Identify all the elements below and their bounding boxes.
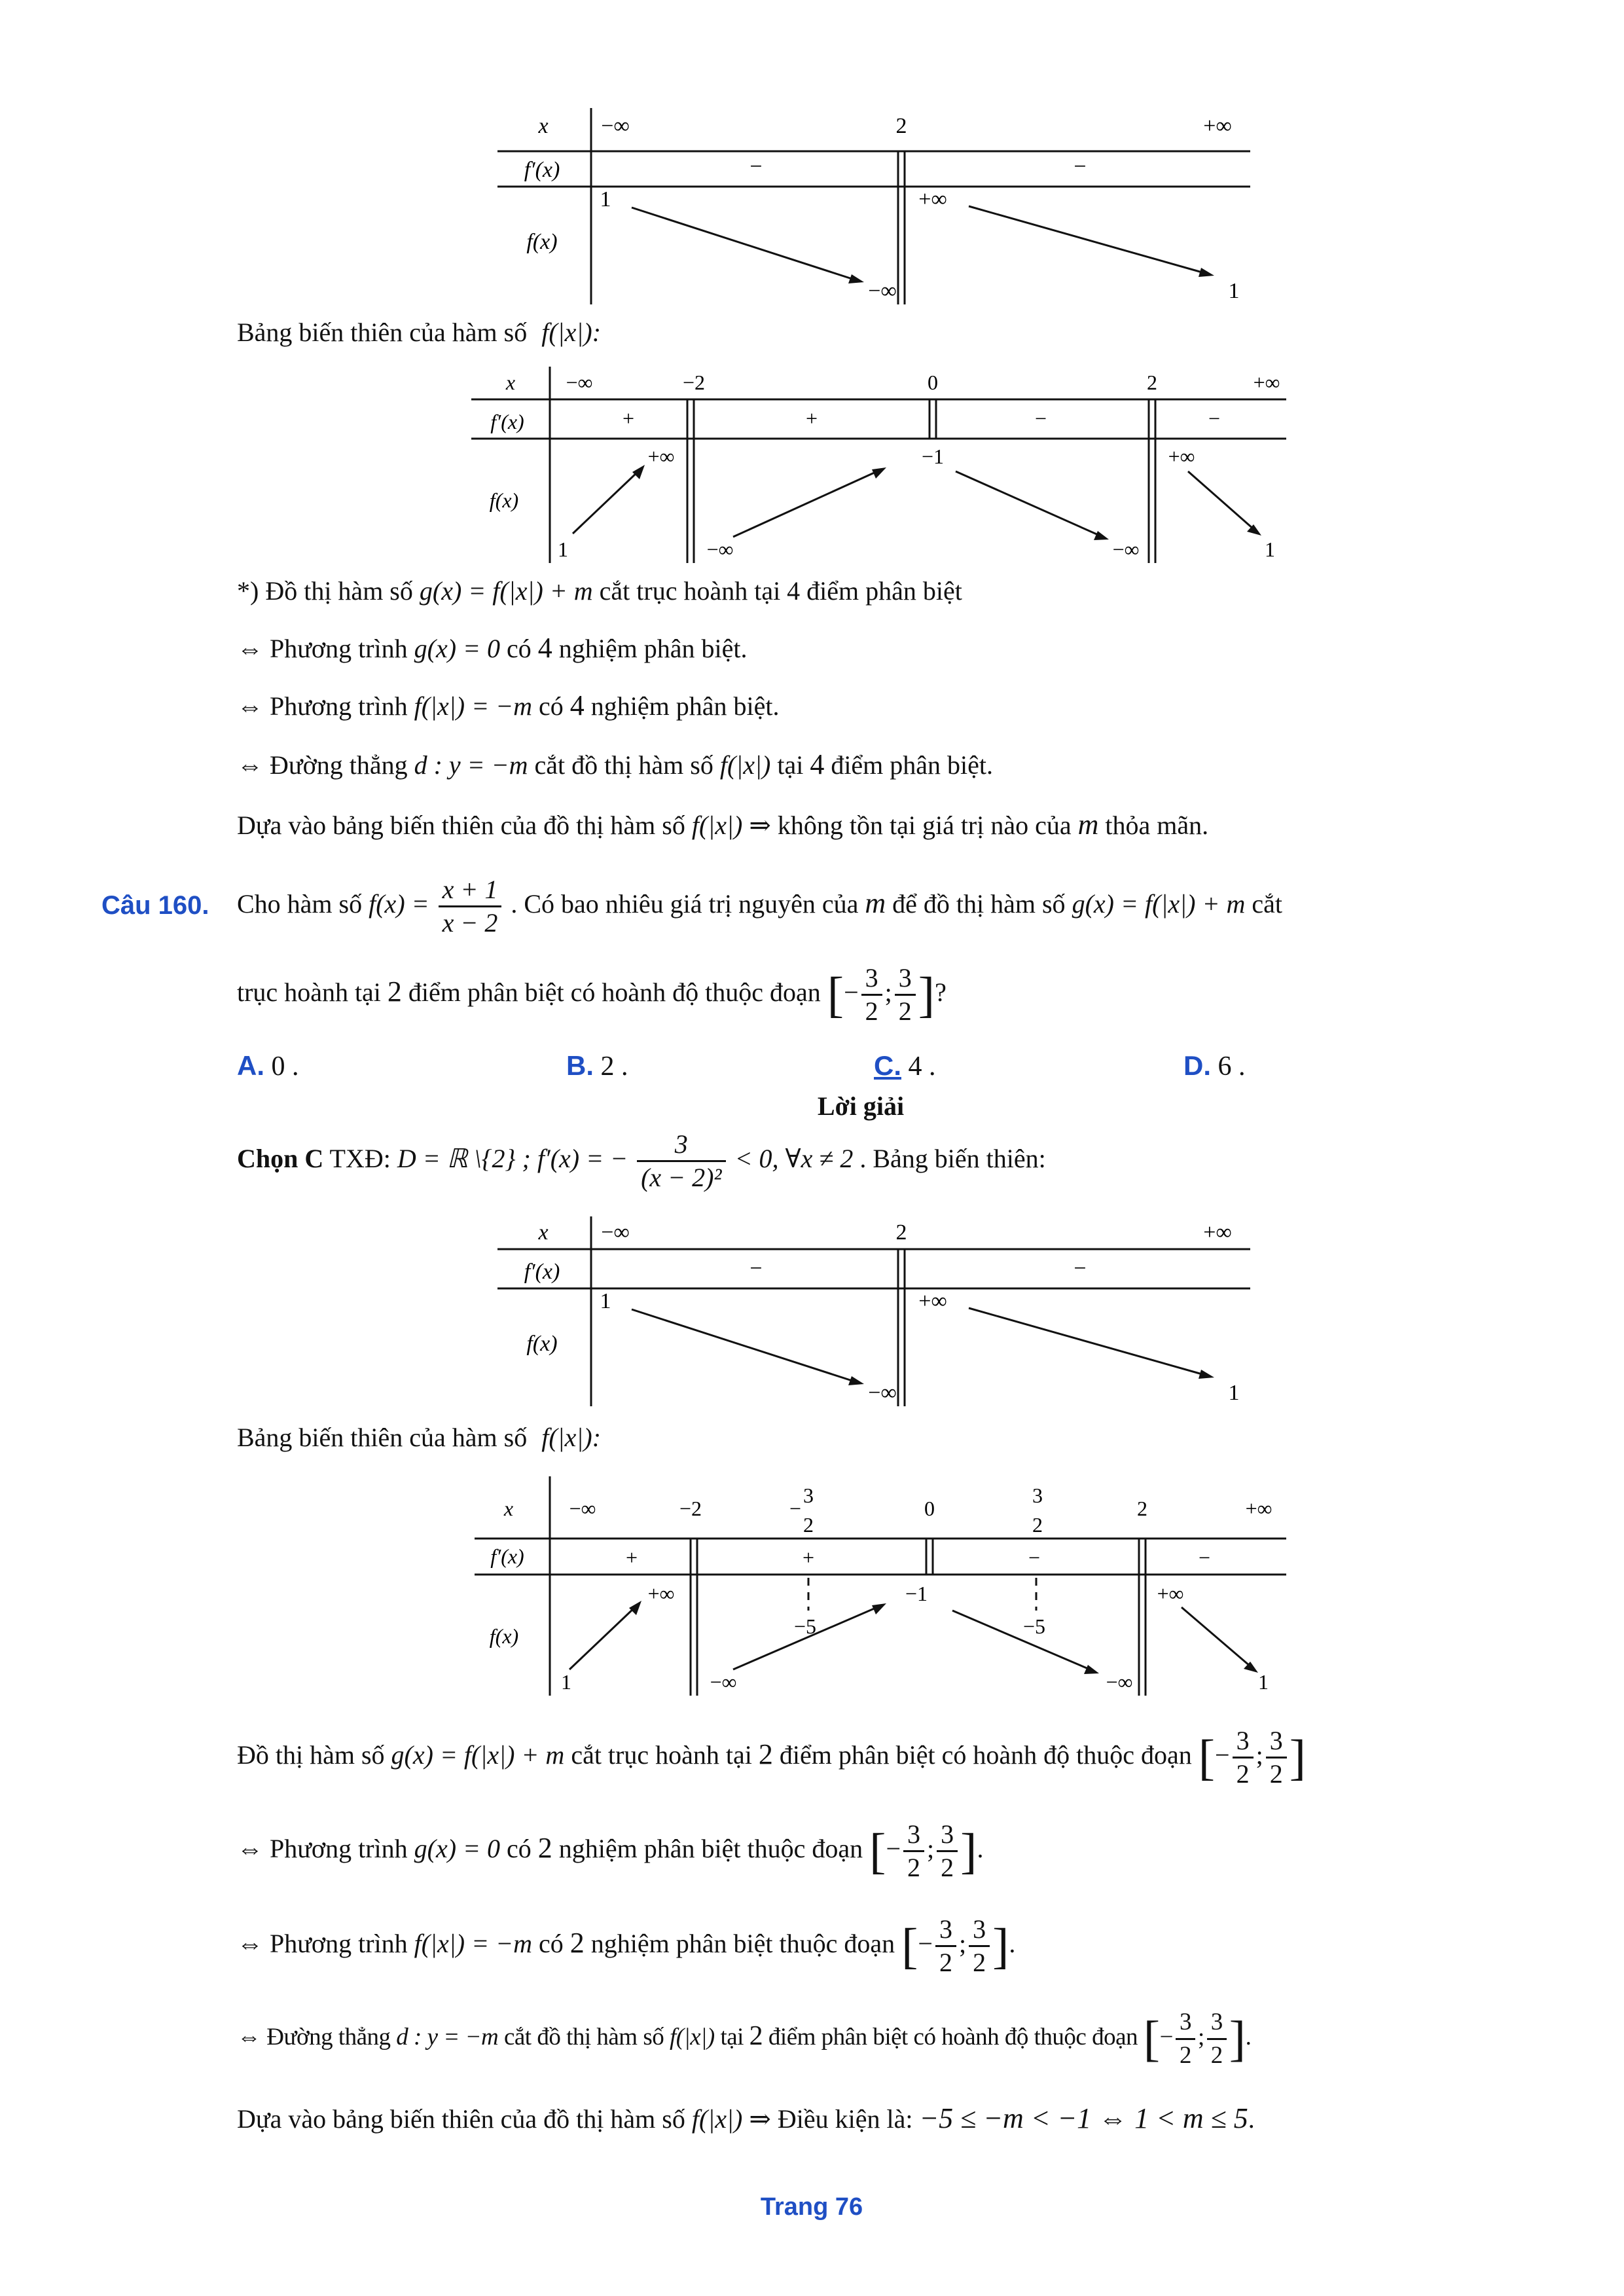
fraction: $\frac{x + 1}{x - 2}$ bbox=[439, 874, 502, 939]
f-value: −5 bbox=[1022, 1614, 1046, 1638]
math: g(x) = 0 bbox=[414, 634, 501, 663]
solution-line-1: Chọn C TXĐ: D = ℝ \{2} ; f′(x) = − $\frac{3}{\text{(x − 2)²}}$ < 0, ∀x ≠ 2 . Bảng biến thiên: bbox=[237, 1129, 1046, 1193]
sign: + bbox=[622, 407, 635, 430]
x-value-num: 3 bbox=[803, 1484, 814, 1507]
prev-line-4: ⇔ Đường thẳng d : y = −m cắt đồ thị hàm số f(|x|) tại 4 điểm phân biệt. bbox=[237, 748, 994, 780]
fprime-label: f′(x) bbox=[490, 1544, 524, 1568]
sign: − bbox=[1034, 407, 1047, 430]
fprime-label: f′(x) bbox=[524, 158, 560, 182]
final-line-5: Dựa vào bảng biến thiên của đồ thị hàm số f(|x|) ⇒ Điều kiện là: −5 ≤ −m < −1 ⇔ 1 < m ≤ 5. bbox=[237, 2102, 1255, 2134]
sign: − bbox=[749, 1256, 763, 1281]
x-value-den: 2 bbox=[1032, 1513, 1043, 1537]
variation-table-1 bbox=[497, 108, 1257, 308]
x-value: +∞ bbox=[1203, 114, 1232, 138]
math: −5 ≤ −m < −1 ⇔ 1 < m ≤ 5 bbox=[919, 2102, 1248, 2134]
fraction: $\frac{3}{2}$ bbox=[903, 1819, 924, 1884]
sign: − bbox=[1028, 1546, 1041, 1569]
final-line-2: ⇔ Phương trình g(x) = 0 có 2 nghiệm phân biệt thuộc đoạn [− $\frac{3}{2}$ ; $\frac{3}{2}$ ]. bbox=[237, 1819, 984, 1883]
f-value: +∞ bbox=[1168, 445, 1195, 468]
variation-table-4 bbox=[475, 1476, 1299, 1699]
sign: + bbox=[802, 1546, 815, 1569]
option-d[interactable]: D. 6 . bbox=[1183, 1050, 1246, 1082]
f-value: +∞ bbox=[1157, 1582, 1184, 1605]
f-value: 1 bbox=[561, 1670, 571, 1694]
final-line-3: ⇔ Phương trình f(|x|) = −m có 2 nghiệm phân biệt thuộc đoạn [− $\frac{3}{2}$ ; $\frac{3}{2}$ ]. bbox=[237, 1914, 1016, 1978]
x-value: 2 bbox=[1137, 1497, 1147, 1520]
f-value: −∞ bbox=[1112, 538, 1140, 561]
f-label: f(x) bbox=[489, 1624, 519, 1648]
x-value-sign: − bbox=[789, 1497, 802, 1520]
math: d : y = −m bbox=[414, 750, 528, 780]
f-label: f(x) bbox=[526, 1332, 558, 1356]
fraction: $\frac{3}{2}$ bbox=[937, 1819, 958, 1884]
f-value: −1 bbox=[905, 1582, 928, 1605]
option-a[interactable]: A. 0 . bbox=[237, 1050, 299, 1082]
f-value: +∞ bbox=[918, 187, 947, 211]
x-value: +∞ bbox=[1245, 1497, 1272, 1520]
f-value: 1 bbox=[1228, 1381, 1240, 1405]
math: f′(x) = − bbox=[537, 1144, 628, 1173]
math: f(|x|) ⇒ bbox=[691, 811, 771, 840]
math: f(|x|) = −m bbox=[414, 1929, 532, 1958]
f-value: 1 bbox=[558, 538, 568, 561]
x-label: x bbox=[505, 371, 516, 394]
f-value: 1 bbox=[1258, 1670, 1269, 1694]
math: g(x) = 0 bbox=[414, 1834, 501, 1863]
x-label: x bbox=[503, 1497, 514, 1520]
option-c[interactable]: C. 4 . bbox=[874, 1050, 936, 1082]
fraction: $\frac{3}{2}$ bbox=[1233, 1725, 1254, 1790]
math: f(|x|) bbox=[719, 750, 771, 780]
x-label: x bbox=[538, 114, 549, 138]
math: g(x) = f(|x|) + m bbox=[419, 576, 593, 606]
sign: − bbox=[1198, 1546, 1211, 1569]
x-value: 0 bbox=[924, 1497, 935, 1520]
prev-line-5: Dựa vào bảng biến thiên của đồ thị hàm số f(|x|) ⇒ không tồn tại giá trị nào của m thỏa mãn. bbox=[237, 809, 1209, 841]
math: f(|x|) bbox=[670, 2024, 715, 2050]
prev-line-1: *) Đồ thị hàm số g(x) = f(|x|) + m cắt trục hoành tại 4 điểm phân biệt bbox=[237, 576, 962, 606]
math: f(x) = bbox=[369, 889, 429, 919]
x-value: 2 bbox=[895, 1220, 907, 1245]
sign: − bbox=[1074, 155, 1087, 179]
f-value: +∞ bbox=[647, 445, 675, 468]
f-value: −∞ bbox=[710, 1670, 737, 1694]
f-value: +∞ bbox=[647, 1582, 675, 1605]
variation-table-3 bbox=[497, 1216, 1257, 1416]
math: d : y = −m bbox=[396, 2024, 499, 2050]
math: < 0, ∀x ≠ 2 bbox=[734, 1144, 854, 1173]
fraction: $\frac{3}{2}$ bbox=[969, 1914, 990, 1978]
f-value: +∞ bbox=[918, 1289, 947, 1313]
sign: − bbox=[749, 155, 763, 179]
fraction: $\frac{3}{2}$ bbox=[1176, 2007, 1195, 2071]
x-value: 0 bbox=[928, 371, 938, 394]
final-line-1: Đồ thị hàm số g(x) = f(|x|) + m cắt trục hoành tại 2 điểm phân biệt có hoành độ thuộc đoạn [− $\frac{3}{2}$ ; $\frac{3}{2}$ ] bbox=[237, 1726, 1307, 1789]
f-value: −5 bbox=[793, 1614, 817, 1638]
fraction: $\frac{3}{2}$ bbox=[935, 1914, 956, 1978]
sign: + bbox=[805, 407, 818, 430]
math: D = ℝ \{2} ; bbox=[397, 1144, 531, 1173]
math: f(|x|) ⇒ bbox=[691, 2104, 771, 2134]
f-label: f(x) bbox=[526, 230, 558, 254]
f-label: f(x) bbox=[489, 488, 519, 512]
fraction: $\frac{3}{2}$ bbox=[1266, 1725, 1287, 1790]
solution-title: Lời giải bbox=[817, 1091, 905, 1121]
f-value: 1 bbox=[1265, 538, 1275, 561]
sign: − bbox=[1208, 407, 1221, 430]
final-line-4: ⇔ Đường thẳng d : y = −m cắt đồ thị hàm số f(|x|) tại 2 điểm phân biệt có hoành độ thuộc đoạn [− $\frac{3}{2}$ ; $\frac{3}{2}$ ]. bbox=[237, 1997, 1251, 2077]
fprime-label: f′(x) bbox=[524, 1260, 560, 1284]
page-number: Trang 76 bbox=[760, 2193, 863, 2221]
question-line-1: Cho hàm số f(x) = $\frac{x + 1}{x - 2}$ . Có bao nhiêu giá trị nguyên của m để đồ thị hàm số g(x) = f(|x|) + m cắt bbox=[237, 875, 1282, 938]
x-value: −∞ bbox=[601, 114, 630, 138]
x-value: −2 bbox=[679, 1497, 702, 1520]
sign: + bbox=[625, 1546, 638, 1569]
f-value: −∞ bbox=[868, 279, 897, 303]
f-value: −∞ bbox=[1106, 1670, 1133, 1694]
variation-table-2 bbox=[471, 367, 1296, 566]
x-value: 2 bbox=[895, 114, 907, 138]
f-value: 1 bbox=[600, 187, 611, 211]
x-value: +∞ bbox=[1253, 371, 1280, 394]
fraction: $\frac{3}{2}$ bbox=[1207, 2007, 1227, 2071]
fprime-label: f′(x) bbox=[490, 410, 524, 433]
question-line-2: trục hoành tại 2 điểm phân biệt có hoành độ thuộc đoạn [− $\frac{3}{2}$ ; $\frac{3}{2}$ ]? bbox=[237, 963, 947, 1027]
question-label: Câu 160. bbox=[101, 891, 209, 920]
math: f(|x|) = −m bbox=[414, 691, 532, 721]
x-value: −∞ bbox=[569, 1497, 596, 1520]
sign: − bbox=[1074, 1256, 1087, 1281]
caption-2: Bảng biến thiên của hàm số f(|x|): bbox=[237, 1423, 602, 1452]
x-value: 2 bbox=[1147, 371, 1157, 394]
f-value: 1 bbox=[600, 1289, 611, 1313]
x-value: −∞ bbox=[601, 1220, 630, 1245]
option-b[interactable]: B. 2 . bbox=[566, 1050, 628, 1082]
math: f(|x|): bbox=[541, 1423, 602, 1452]
x-value: −∞ bbox=[566, 371, 593, 394]
fraction: $\frac{3}{2}$ bbox=[895, 962, 916, 1027]
math: g(x) = f(|x|) + m bbox=[391, 1740, 565, 1770]
f-value: 1 bbox=[1228, 279, 1240, 303]
math: f(|x|): bbox=[541, 318, 602, 347]
fraction: $\frac{3}{2}$ bbox=[861, 962, 882, 1027]
x-value-den: 2 bbox=[803, 1513, 814, 1537]
fraction: $\frac{3}{\text{(x − 2)²}}$ bbox=[637, 1129, 725, 1194]
x-value: −2 bbox=[682, 371, 706, 394]
x-value-num: 3 bbox=[1032, 1484, 1043, 1507]
math: g(x) = f(|x|) + m bbox=[1072, 889, 1246, 919]
prev-line-2: ⇔ Phương trình g(x) = 0 có 4 nghiệm phân biệt. bbox=[237, 632, 748, 664]
x-value: +∞ bbox=[1203, 1220, 1232, 1245]
f-value: −1 bbox=[921, 445, 945, 468]
f-value: −∞ bbox=[706, 538, 734, 561]
f-value: −∞ bbox=[868, 1381, 897, 1405]
caption-1: Bảng biến thiên của hàm số f(|x|): bbox=[237, 318, 602, 347]
x-label: x bbox=[538, 1220, 549, 1245]
prev-line-3: ⇔ Phương trình f(|x|) = −m có 4 nghiệm phân biệt. bbox=[237, 689, 780, 721]
